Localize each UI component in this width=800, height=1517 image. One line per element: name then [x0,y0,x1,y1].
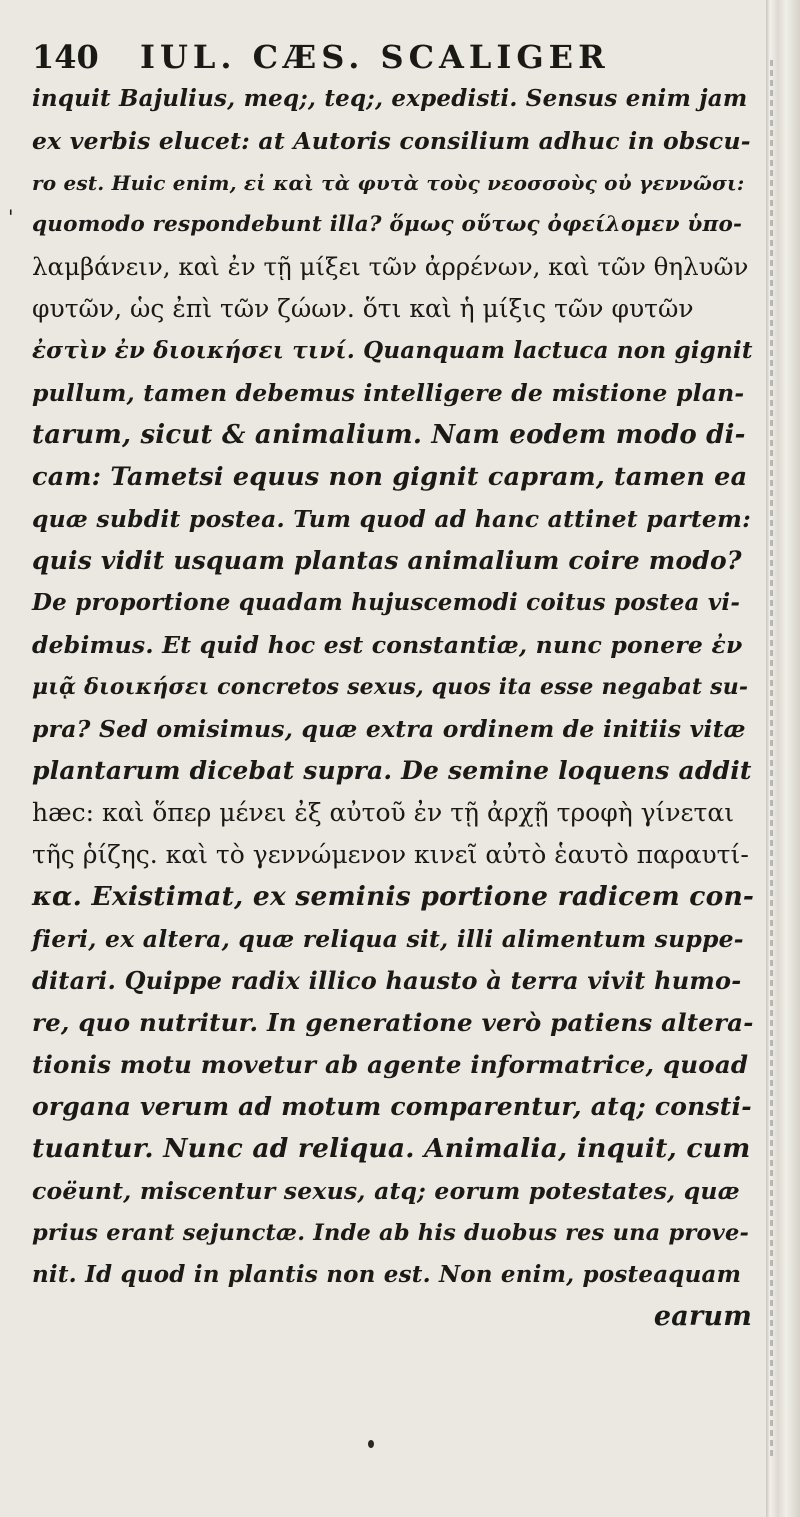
page-number: 140 [32,38,99,76]
text-line-17: plantarum dicebat supra. De semine loquens addit [32,756,752,785]
text-line-7: ἐστὶν ἐν διοικήσει τινί. Quanquam lactuca non gignit [32,337,753,364]
text-line-14: debimus. Et quid hoc est constantiæ, nunc ponere ἐν [32,631,743,659]
text-line-24: tionis motu movetur ab agente informatrice, quoad [32,1050,749,1079]
text-line-20: κα. Existimat, ex seminis portione radicem con- [32,881,755,912]
text-line-16: pra? Sed omisimus, quæ extra ordinem de initiis vitæ [32,715,746,743]
margin-mark-icon: ' [8,205,14,229]
text-line-10: cam: Tametsi equus non gignit capram, tamen ea [32,462,748,492]
text-line-6: φυτῶν, ὡς ἐπὶ τῶν ζώων. ὅτι καὶ ἡ μίξις τῶν φυτῶν [32,294,694,323]
ink-dot [368,1440,374,1448]
catchword: earum [653,1301,752,1332]
text-line-11: quæ subdit postea. Tum quod ad hanc attinet partem: [32,505,751,533]
text-line-28: prius erant sejunctæ. Inde ab his duobus res una prove- [32,1220,750,1246]
text-line-15: μιᾷ διοικήσει concretos sexus, quos ita esse negabat su- [32,674,749,700]
text-line-13: De proportione quadam hujuscemodi coitus postea vi- [32,589,741,616]
running-head [32,30,732,74]
text-line-9: tarum, sicut & animalium. Nam eodem modo di- [32,420,746,450]
text-line-26: tuantur. Nunc ad reliqua. Animalia, inquit, cum [32,1133,751,1164]
text-line-12: quis vidit usquam plantas animalium coire modo? [32,546,742,575]
text-line-3: ro est. Huic enim, εἰ καὶ τὰ φυτὰ τοὺς νεοσσοὺς οὐ γεννῶσι: [32,171,745,195]
text-line-18: hæc: καὶ ὅπερ μένει ἐξ αὐτοῦ ἐν τῇ ἀρχῇ τροφὴ γίνεται [32,798,735,827]
text-line-2: ex verbis elucet: at Autoris consilium adhuc in obscu- [32,127,751,155]
text-line-22: ditari. Quippe radix illico hausto à terra vivit humo- [32,966,742,995]
text-line-4: quomodo respondebunt illa? ὅμως οὕτως ὀφείλομεν ὑπο- [32,212,743,237]
text-line-25: organa verum ad motum comparentur, atq; consti- [32,1092,752,1121]
bleed-through-line [770,60,773,1460]
text-line-29: nit. Id quod in plantis non est. Non enim, posteaquam [32,1261,742,1288]
text-line-21: fieri, ex altera, quæ reliqua sit, illi alimentum suppe- [32,925,744,953]
text-line-1: inquit Bajulius, meq;, teq;, expedisti. Sensus enim jam [32,85,748,112]
text-line-8: pullum, tamen debemus intelligere de mistione plan- [32,379,745,407]
running-title: IUL. CÆS. SCALIGER [140,38,610,76]
text-line-19: τῆς ῥίζης. καὶ τὸ γεννώμενον κινεῖ αὐτὸ ἑαυτὸ παραυτί- [32,840,749,869]
text-line-27: coëunt, miscentur sexus, atq; eorum potestates, quæ [32,1177,740,1205]
text-line-23: re, quo nutritur. In generatione verò patiens altera- [32,1008,754,1037]
text-line-5: λαμβάνειν, καὶ ἐν τῇ μίξει τῶν ἀρρένων, καὶ τῶν θηλυῶν [32,252,749,281]
